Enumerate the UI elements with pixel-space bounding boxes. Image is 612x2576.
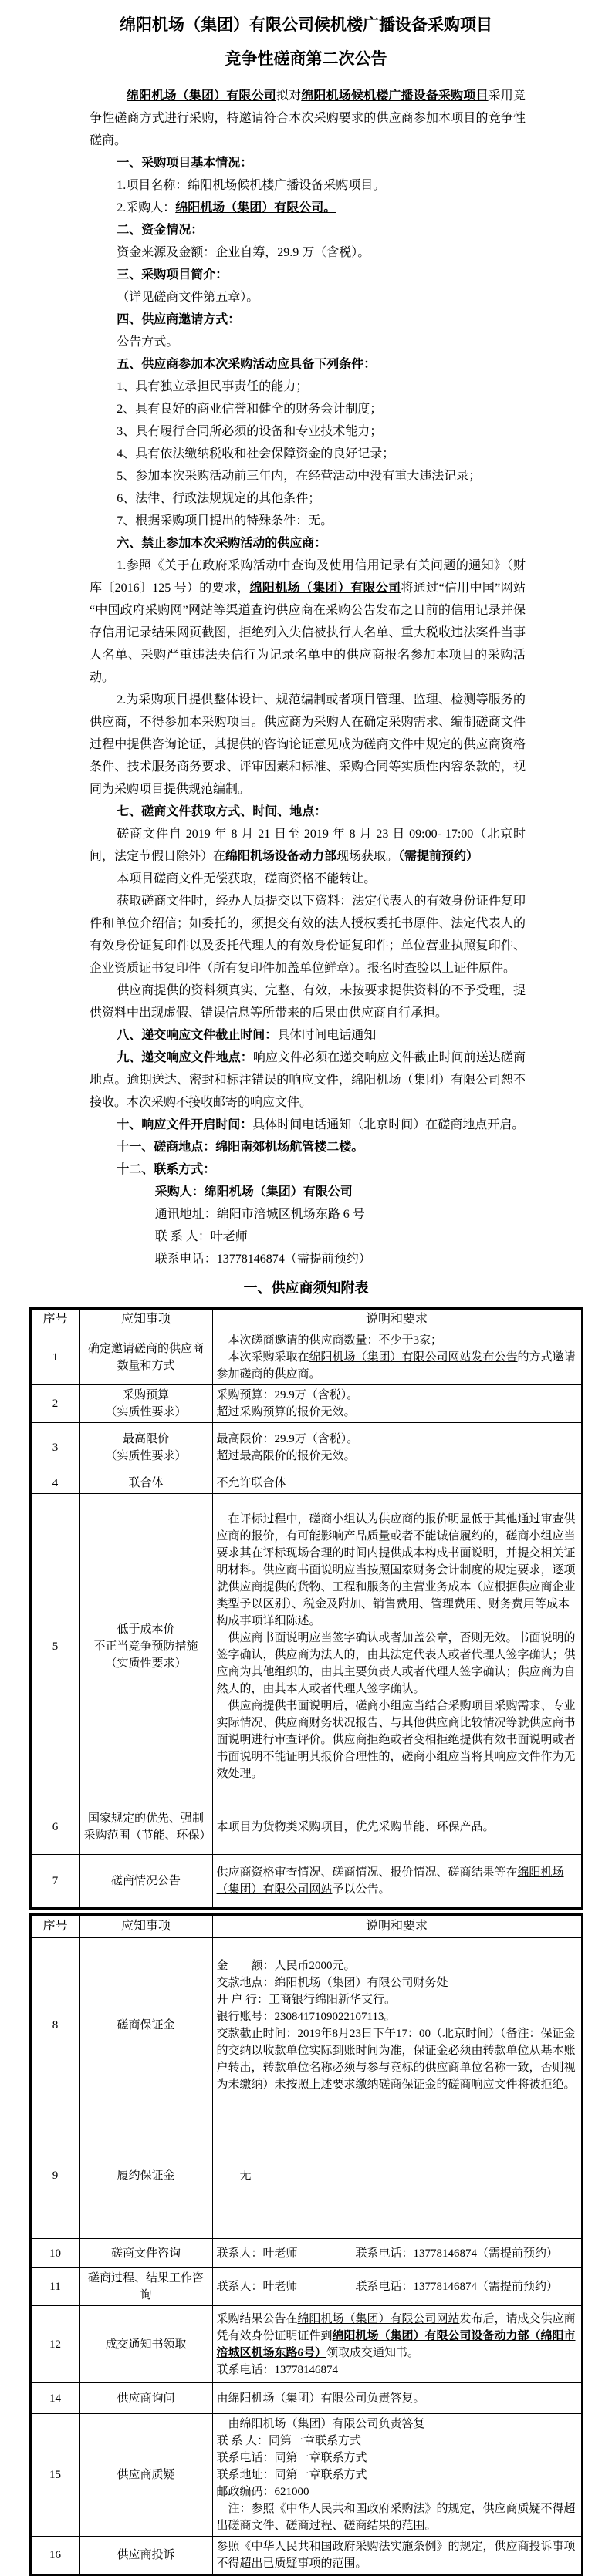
contact-address-line: 通讯地址：绵阳市涪城区机场东路 6 号 [154, 1208, 365, 1221]
row-desc: 在评标过程中，磋商小组认为供应商的报价明显低于其他通过审查供应商的报价，有可能影响产品质量或者不能诚信履约的，磋商小组应当要求其在评标现场合理的时间内提供成本构成书面说明，并提交相关证明材料。供应商书面说明应当按照国家财务会计制度的规定要求，逐项就供应商提供的货物、工程和服务的主营业务成本（应根据供应商企业类型予以区别）、税金及附加、销售费用、管理费用、财务费用等成本构成事项详细陈述。 供应商书面说明应当签字确认或者加盖公章，否则无效。书面说明的签字确认，供应商为法人的，由其法定代表人或者代理人签字确认；供应商为其他组织的，由其主要负责人或者代理人签字确认；供应商为自然人的，由其本人或者代理人签字确认。 供应商提供书面说明后，磋商小组应当结合采购项目采购需求、专业实际情况、供应商财务状况报告、与其他供应商比较情况等就供应商书面说明进行审查评价。供应商拒绝或者变相拒绝提供有效书面说明或者书面说明不能证明其报价合理性的，磋商小组应当将其响应文件作为无效处理。 [212, 1494, 582, 1799]
table-header-row [30, 1309, 582, 1330]
row-item: 磋商过程、结果工作咨询 [79, 2268, 212, 2306]
contact-phone-line: 联系电话：13778146874（需提前预约） [154, 1253, 371, 1266]
row-desc: 由绵阳机场（集团）有限公司负责答复 联 系 人：同第一章联系方式 联系电话：同第一章联系方式 联系地址：同第一章联系方式 邮政编码：621000 注：参照《中华人民共和国政府采购法》的规定，供应商质疑不得超出磋商文件、磋商过程、磋商结果的范围。 [212, 2414, 582, 2537]
section-2-heading: 二、资金情况： [117, 224, 204, 237]
project-name-line: 1.项目名称：绵阳机场候机楼广播设备采购项目。 [117, 179, 386, 192]
row-item: 履约保证金 [79, 2112, 212, 2239]
table-row [30, 1472, 582, 1494]
row-number: 11 [30, 2268, 79, 2306]
prohibited-supplier-2: 2.为采购项目提供整体设计、规范编制或者项目管理、监理、检测等服务的供应商，不得参加本采购项目。供应商为采购人在确定采购需求、编制磋商文件过程中提供咨询论证，其提供的咨询论证意见成为磋商文件中规定的供应商资格条件、技术服务商务要求、评审因素和标准、采购合同等实质性内容条款的，视同为采购项目提供规范编制。 [90, 693, 526, 796]
funding-line: 资金来源及金额：企业自筹，29.9 万（含税）。 [117, 246, 370, 259]
condition-1: 1、具有独立承担民事责任的能力； [117, 380, 309, 393]
appendix-table-title: 一、供应商须知附表 [243, 1280, 369, 1296]
document-obtain-materials-line: 获取磋商文件时，经办人员提交以下资料：法定代表人的有效身份证件复印件和单位介绍信；如委托的，须提交有效的法人授权委托书原件、法定代表人的有效身份证复印件以及委托代理人的有效身份证复印件；单位营业执照复印件、企业资质证书复印件（所有复印件加盖单位鲜章）。报名时查验以上证件原件。 [90, 895, 526, 975]
row-desc: 联系人：叶老师 联系电话：13778146874（需提前预约） [212, 2239, 582, 2268]
table-row [30, 1494, 582, 1799]
project-brief-line: （详见磋商文件第五章）。 [117, 291, 259, 304]
table-row [30, 2414, 582, 2537]
row-desc: 无 [212, 2112, 582, 2239]
row-desc: 金 额：人民币2000元。 交款地点：绵阳机场（集团）有限公司财务处 开 户 行：工商银行绵阳新华支行。 银行账号：2308417109022107113。 交款截止时间：2019年8月23日下午17：00（北京时间）（备注：保证金的交纳以收款单位实际到账时间为准，保证金必须由转款单位从基本账户转出，转款单位名称必须与参与竞标的供应商单位名称一致，否则视为未缴纳）未按照上述要求缴纳磋商保证金的磋商响应文件将被拒绝。 [212, 1938, 582, 2112]
row-item: 确定邀请磋商的供应商 数量和方式 [79, 1330, 212, 1385]
row-number: 16 [30, 2537, 79, 2575]
row-number: 15 [30, 2414, 79, 2537]
table-row [30, 2306, 582, 2383]
row-item: 成交通知书领取 [79, 2306, 212, 2383]
column-header-no: 序号 [30, 1915, 79, 1938]
section-7-heading: 七、磋商文件获取方式、时间、地点： [117, 805, 327, 818]
row-item: 供应商询问 [79, 2383, 212, 2414]
row-item: 最高限价 （实质性要求） [79, 1423, 212, 1472]
column-header-item: 应知事项 [79, 1309, 212, 1330]
document-title-line2: 竞争性磋商第二次公告 [225, 49, 387, 68]
column-header-desc: 说明和要求 [212, 1309, 582, 1330]
section-9-heading: 九、递交响应文件地点：响应文件必须在递交响应文件截止时间前送达磋商地点。逾期送达、密封和标注错误的响应文件，绵阳机场（集团）有限公司恕不接收。本次采购不接收邮寄的响应文件。 [90, 1051, 526, 1109]
document-free-line: 本项目磋商文件无偿获取，磋商资格不能转让。 [117, 872, 377, 885]
row-desc: 参照《中华人民共和国政府采购法实施条例》的规定，供应商投诉事项不得超出已质疑事项的范围。 [212, 2537, 582, 2575]
table-header-row [30, 1915, 582, 1938]
row-item: 联合体 [79, 1472, 212, 1494]
table-row [30, 1330, 582, 1385]
table-row [30, 2383, 582, 2414]
contact-purchaser-line: 采购人：绵阳机场（集团）有限公司 [154, 1185, 353, 1199]
row-item: 采购预算 （实质性要求） [79, 1385, 212, 1423]
section-4-heading: 四、供应商邀请方式： [117, 313, 241, 326]
row-number: 12 [30, 2306, 79, 2383]
row-item: 磋商文件咨询 [79, 2239, 212, 2268]
row-number: 6 [30, 1799, 79, 1855]
row-number: 8 [30, 1938, 79, 2112]
row-desc: 供应商资格审查情况、磋商情况、报价情况、磋商结果等在绵阳机场（集团）有限公司网站予以公告。 [212, 1855, 582, 1909]
row-item: 国家规定的优先、强制采购范围（节能、环保） [79, 1799, 212, 1855]
table-row [30, 1385, 582, 1423]
row-number: 4 [30, 1472, 79, 1494]
row-item: 低于成本价 不正当竞争预防措施 （实质性要求） [79, 1494, 212, 1799]
section-5-heading: 五、供应商参加本次采购活动应具备下列条件： [117, 358, 377, 371]
table-row [30, 1799, 582, 1855]
column-header-no: 序号 [30, 1309, 79, 1330]
row-desc: 采购预算：29.9万（含税）。 超过采购预算的报价无效。 [212, 1385, 582, 1423]
table-row [30, 1423, 582, 1472]
announcement-body [90, 85, 526, 1270]
table-row [30, 2112, 582, 2239]
document-obtain-time-line: 磋商文件自 2019 年 8 月 21 日至 2019 年 8 月 23 日 09:00- 17:00（北京时间，法定节假日除外）在绵阳机场设备动力部现场获取。（需提前预约） [90, 828, 526, 863]
row-desc: 本项目为货物类采购项目，优先采购节能、环保产品。 [212, 1799, 582, 1855]
section-8-heading: 八、递交响应文件截止时间：具体时间电话通知 [117, 1029, 377, 1042]
table-row [30, 2239, 582, 2268]
row-desc: 最高限价：29.9万（含税）。 超过最高限价的报价无效。 [212, 1423, 582, 1472]
section-6-heading: 六、禁止参加本次采购活动的供应商： [117, 537, 327, 550]
contact-person-line: 联 系 人：叶老师 [154, 1230, 248, 1243]
row-number: 10 [30, 2239, 79, 2268]
condition-5: 5、参加本次采购活动前三年内，在经营活动中没有重大违法记录； [117, 470, 482, 483]
document-title-line1: 绵阳机场（集团）有限公司候机楼广播设备采购项目 [120, 15, 492, 34]
row-number: 7 [30, 1855, 79, 1909]
section-3-heading: 三、采购项目简介： [117, 268, 228, 282]
row-number: 1 [30, 1330, 79, 1385]
prohibited-supplier-1: 1.参照《关于在政府采购活动中查询及使用信用记录有关问题的通知》（财库〔2016〕125 号）的要求，绵阳机场（集团）有限公司将通过“信用中国”网站 “中国政府采购网”网站等渠道查询供应商在采购公告发布之日前的信用记录并保存信用记录结果网页截图，拒绝列入失信被执行人名单、重大税收违法案件当事人名单、采购严重违法失信行为记录名单中的供应商报名参加本项目的采购活动。 [90, 559, 526, 684]
row-number: 3 [30, 1423, 79, 1472]
section-1-heading: 一、采购项目基本情况： [117, 157, 253, 170]
row-number: 9 [30, 2112, 79, 2239]
table-row [30, 1855, 582, 1909]
row-item: 供应商投诉 [79, 2537, 212, 2575]
row-number: 2 [30, 1385, 79, 1423]
purchaser-line: 2.采购人：绵阳机场（集团）有限公司。 [117, 201, 336, 214]
table-row [30, 2268, 582, 2306]
row-number: 14 [30, 2383, 79, 2414]
section-11-heading: 十一、磋商地点：绵阳南郊机场航管楼二楼。 [117, 1141, 364, 1154]
table-row [30, 2537, 582, 2575]
section-12-heading: 十二、联系方式： [117, 1163, 216, 1176]
condition-4: 4、具有依法缴纳税收和社会保障资金的良好记录； [117, 447, 395, 460]
condition-3: 3、具有履行合同所必须的设备和专业技术能力； [117, 425, 383, 438]
row-item: 供应商质疑 [79, 2414, 212, 2537]
row-desc: 联系人：叶老师 联系电话：13778146874（需提前预约） [212, 2268, 582, 2306]
materials-validity-line: 供应商提供的资料须真实、完整、有效，未按要求提供资料的不予受理，提供资料中出现虚假、错误信息等所带来的后果由供应商自行承担。 [90, 984, 526, 1020]
section-10-heading: 十、响应文件开启时间：具体时间电话通知（北京时间）在磋商地点开启。 [117, 1118, 525, 1131]
invitation-method-line: 公告方式。 [117, 335, 179, 349]
supplier-notice-table-1 [29, 1307, 583, 1910]
table-row [30, 1938, 582, 2112]
row-desc: 不允许联合体 [212, 1472, 582, 1494]
supplier-notice-table-2 [29, 1913, 583, 2576]
condition-2: 2、具有良好的商业信誉和健全的财务会计制度； [117, 403, 383, 416]
condition-7: 7、根据采购项目提出的特殊条件：无。 [117, 514, 333, 528]
column-header-desc: 说明和要求 [212, 1915, 582, 1938]
intro-paragraph: 绵阳机场（集团）有限公司拟对绵阳机场候机楼广播设备采购项目采用竞争性磋商方式进行采购，特邀请符合本次采购要求的供应商参加本项目的竞争性磋商。 [90, 89, 526, 147]
row-item: 磋商情况公告 [79, 1855, 212, 1909]
row-desc: 由绵阳机场（集团）有限公司负责答复。 [212, 2383, 582, 2414]
row-item: 磋商保证金 [79, 1938, 212, 2112]
row-desc: 本次磋商邀请的供应商数量：不少于3家； 本次采购采取在绵阳机场（集团）有限公司网站发布公告的方式邀请参加磋商的供应商。 [212, 1330, 582, 1385]
condition-6: 6、法律、行政法规规定的其他条件； [117, 492, 321, 505]
column-header-item: 应知事项 [79, 1915, 212, 1938]
row-number: 5 [30, 1494, 79, 1799]
row-desc: 采购结果公告在绵阳机场（集团）有限公司网站发布后，请成交供应商凭有效身份证明证件到绵阳机场（集团）有限公司设备动力部（绵阳市涪城区机场东路6号）领取成交通知书。 联系电话：13778146874 [212, 2306, 582, 2383]
